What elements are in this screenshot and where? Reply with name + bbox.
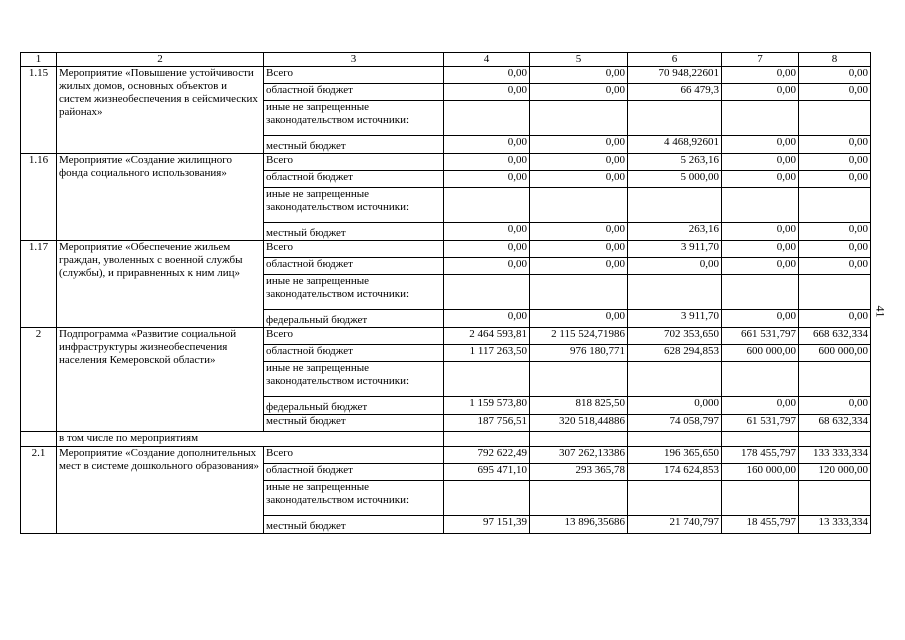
value-cell: 160 000,00 [722, 464, 799, 481]
source-label: иные не запрещенные законодательством источники: [264, 362, 444, 397]
table-row [21, 154, 871, 171]
value-cell: 792 622,49 [444, 447, 530, 464]
value-cell: 263,16 [628, 223, 722, 241]
value-cell: 13 896,35686 [530, 516, 628, 534]
value-cell: 293 365,78 [530, 464, 628, 481]
column-header: 3 [264, 53, 444, 67]
source-label: иные не запрещенные законодательством источники: [264, 481, 444, 516]
value-cell: 18 455,797 [722, 516, 799, 534]
source-label: иные не запрещенные законодательством источники: [264, 101, 444, 136]
source-label: местный бюджет [264, 136, 444, 154]
value-cell: 0,00 [722, 258, 799, 275]
value-cell: 0,00 [722, 223, 799, 241]
value-cell: 702 353,650 [628, 328, 722, 345]
budget-table [20, 52, 871, 534]
table-row [21, 67, 871, 84]
source-label: иные не запрещенные законодательством источники: [264, 275, 444, 310]
table-row [21, 328, 871, 345]
value-cell: 0,00 [530, 84, 628, 101]
value-cell: 1 117 263,50 [444, 345, 530, 362]
source-label: областной бюджет [264, 345, 444, 362]
source-label: областной бюджет [264, 84, 444, 101]
column-header: 7 [722, 53, 799, 67]
value-cell: 0,00 [444, 241, 530, 258]
value-cell: 187 756,51 [444, 415, 530, 432]
item-number: 2 [21, 328, 57, 432]
value-cell: 5 000,00 [628, 171, 722, 188]
value-cell: 0,00 [530, 223, 628, 241]
value-cell: 2 464 593,81 [444, 328, 530, 345]
item-title: Мероприятие «Создание дополнительных мест в системе дошкольного образования» [57, 447, 264, 534]
source-label: иные не запрещенные законодательством источники: [264, 188, 444, 223]
value-cell: 0,00 [722, 171, 799, 188]
column-header: 2 [57, 53, 264, 67]
value-cell: 178 455,797 [722, 447, 799, 464]
value-cell: 976 180,771 [530, 345, 628, 362]
value-cell: 0,00 [444, 84, 530, 101]
value-cell: 13 333,334 [799, 516, 871, 534]
value-cell: 0,00 [799, 84, 871, 101]
value-cell: 0,00 [799, 223, 871, 241]
value-cell: 0,00 [444, 67, 530, 84]
value-cell: 3 911,70 [628, 310, 722, 328]
source-label: местный бюджет [264, 516, 444, 534]
value-cell: 0,00 [722, 154, 799, 171]
item-title: Мероприятие «Повышение устойчивости жилых домов, основных объектов и систем жизнеобеспечения в сейсмических районах» [57, 67, 264, 154]
item-title: Мероприятие «Обеспечение жильем граждан, уволенных с военной службы (службы), и приравненных к ним лиц» [57, 241, 264, 328]
item-number: 2.1 [21, 447, 57, 534]
value-cell: 0,00 [799, 310, 871, 328]
value-cell: 0,00 [799, 136, 871, 154]
value-cell: 695 471,10 [444, 464, 530, 481]
value-cell: 0,00 [799, 67, 871, 84]
value-cell: 133 333,334 [799, 447, 871, 464]
table-row [21, 447, 871, 464]
value-cell: 668 632,334 [799, 328, 871, 345]
value-cell: 97 151,39 [444, 516, 530, 534]
value-cell: 74 058,797 [628, 415, 722, 432]
value-cell: 0,00 [530, 67, 628, 84]
item-number: 1.17 [21, 241, 57, 328]
value-cell: 0,00 [530, 171, 628, 188]
source-label: Всего [264, 241, 444, 258]
source-label: местный бюджет [264, 415, 444, 432]
column-header: 5 [530, 53, 628, 67]
value-cell: 0,00 [722, 310, 799, 328]
source-label: федеральный бюджет [264, 397, 444, 415]
value-cell: 818 825,50 [530, 397, 628, 415]
value-cell: 120 000,00 [799, 464, 871, 481]
value-cell: 68 632,334 [799, 415, 871, 432]
value-cell: 3 911,70 [628, 241, 722, 258]
value-cell: 5 263,16 [628, 154, 722, 171]
table-row [21, 432, 871, 447]
value-cell: 0,00 [722, 241, 799, 258]
column-header: 4 [444, 53, 530, 67]
source-label: областной бюджет [264, 258, 444, 275]
value-cell: 0,00 [722, 136, 799, 154]
value-cell: 0,00 [530, 241, 628, 258]
value-cell: 320 518,44886 [530, 415, 628, 432]
value-cell: 0,00 [799, 258, 871, 275]
value-cell: 174 624,853 [628, 464, 722, 481]
page-number: 41 [873, 305, 888, 318]
value-cell: 307 262,13386 [530, 447, 628, 464]
section-caption: в том числе по мероприятиям [57, 432, 444, 447]
value-cell: 0,00 [530, 310, 628, 328]
value-cell: 0,00 [799, 241, 871, 258]
item-number: 1.16 [21, 154, 57, 241]
value-cell: 0,00 [722, 397, 799, 415]
value-cell: 0,00 [628, 258, 722, 275]
value-cell: 0,000 [628, 397, 722, 415]
item-title: Подпрограмма «Развитие социальной инфраструктуры жизнеобеспечения населения Кемеровской области» [57, 328, 264, 432]
source-label: Всего [264, 67, 444, 84]
value-cell: 21 740,797 [628, 516, 722, 534]
value-cell: 0,00 [444, 171, 530, 188]
source-label: областной бюджет [264, 171, 444, 188]
column-header: 8 [799, 53, 871, 67]
value-cell: 0,00 [444, 258, 530, 275]
value-cell: 70 948,22601 [628, 67, 722, 84]
source-label: Всего [264, 447, 444, 464]
value-cell: 661 531,797 [722, 328, 799, 345]
value-cell: 0,00 [799, 171, 871, 188]
value-cell: 600 000,00 [799, 345, 871, 362]
source-label: Всего [264, 328, 444, 345]
source-label: Всего [264, 154, 444, 171]
value-cell: 0,00 [444, 136, 530, 154]
value-cell: 0,00 [722, 67, 799, 84]
table-row [21, 241, 871, 258]
value-cell: 196 365,650 [628, 447, 722, 464]
value-cell: 0,00 [444, 310, 530, 328]
column-header: 1 [21, 53, 57, 67]
value-cell: 0,00 [444, 154, 530, 171]
source-label: местный бюджет [264, 223, 444, 241]
value-cell: 0,00 [530, 136, 628, 154]
source-label: федеральный бюджет [264, 310, 444, 328]
item-title: Мероприятие «Создание жилищного фонда социального использования» [57, 154, 264, 241]
value-cell: 1 159 573,80 [444, 397, 530, 415]
value-cell: 66 479,3 [628, 84, 722, 101]
value-cell: 0,00 [444, 223, 530, 241]
value-cell: 4 468,92601 [628, 136, 722, 154]
column-header-row [21, 53, 871, 67]
value-cell: 0,00 [530, 154, 628, 171]
value-cell: 0,00 [799, 397, 871, 415]
value-cell: 628 294,853 [628, 345, 722, 362]
item-number: 1.15 [21, 67, 57, 154]
value-cell: 0,00 [799, 154, 871, 171]
source-label: областной бюджет [264, 464, 444, 481]
value-cell: 2 115 524,71986 [530, 328, 628, 345]
value-cell: 0,00 [530, 258, 628, 275]
value-cell: 0,00 [722, 84, 799, 101]
value-cell: 61 531,797 [722, 415, 799, 432]
column-header: 6 [628, 53, 722, 67]
value-cell: 600 000,00 [722, 345, 799, 362]
